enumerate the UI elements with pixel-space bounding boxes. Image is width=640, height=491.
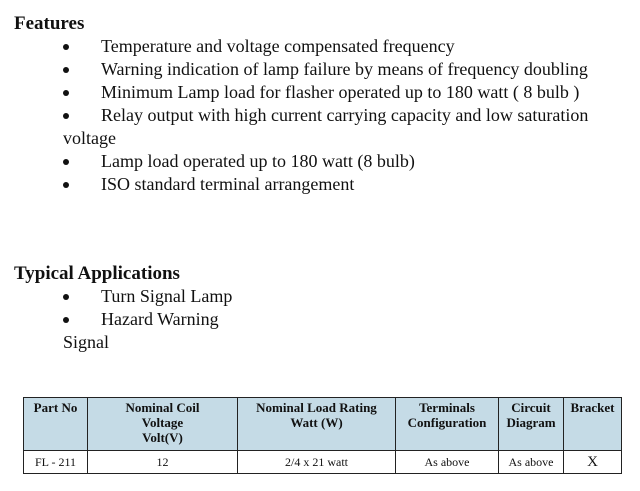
bullet-icon xyxy=(63,182,69,188)
list-item: Relay output with high current carrying capacity and low saturation voltage xyxy=(63,105,589,148)
list-item: Minimum Lamp load for flasher operated up to 180 watt ( 8 bulb ) xyxy=(63,81,628,104)
applications-list xyxy=(63,285,263,354)
bullet-icon xyxy=(63,317,69,323)
list-item: Lamp load operated up to 180 watt (8 bulb) xyxy=(63,150,628,173)
list-item: Hazard Warning Signal xyxy=(63,309,219,352)
header-circuit: Circuit Diagram xyxy=(499,398,564,451)
table-header-row xyxy=(24,398,622,451)
applications-heading: Typical Applications xyxy=(14,263,180,284)
cell-circuit: As above xyxy=(499,451,564,474)
cell-coil-voltage: 12 xyxy=(88,451,238,474)
bullet-icon xyxy=(63,113,69,119)
bullet-icon xyxy=(63,67,69,73)
cell-part-no: FL - 211 xyxy=(24,451,88,474)
bullet-icon xyxy=(63,90,69,96)
list-item: Turn Signal Lamp xyxy=(63,285,263,308)
bullet-icon xyxy=(63,159,69,165)
list-item: Warning indication of lamp failure by means of frequency doubling xyxy=(63,58,628,81)
cell-terminals: As above xyxy=(396,451,499,474)
header-coil-voltage: Nominal Coil Voltage Volt(V) xyxy=(88,398,238,451)
cell-bracket: X xyxy=(564,451,622,474)
list-item: ISO standard terminal arrangement xyxy=(63,173,628,196)
cell-load-rating: 2/4 x 21 watt xyxy=(238,451,396,474)
bullet-icon xyxy=(63,294,69,300)
features-list xyxy=(63,35,628,196)
header-bracket: Bracket xyxy=(564,398,622,451)
header-terminals: Terminals Configuration xyxy=(396,398,499,451)
bullet-icon xyxy=(63,44,69,50)
features-heading: Features xyxy=(14,13,85,34)
specification-table xyxy=(23,397,622,474)
header-load-rating: Nominal Load Rating Watt (W) xyxy=(238,398,396,451)
list-item: Temperature and voltage compensated frequency xyxy=(63,35,628,58)
header-part-no: Part No xyxy=(24,398,88,451)
table-row xyxy=(24,451,622,474)
